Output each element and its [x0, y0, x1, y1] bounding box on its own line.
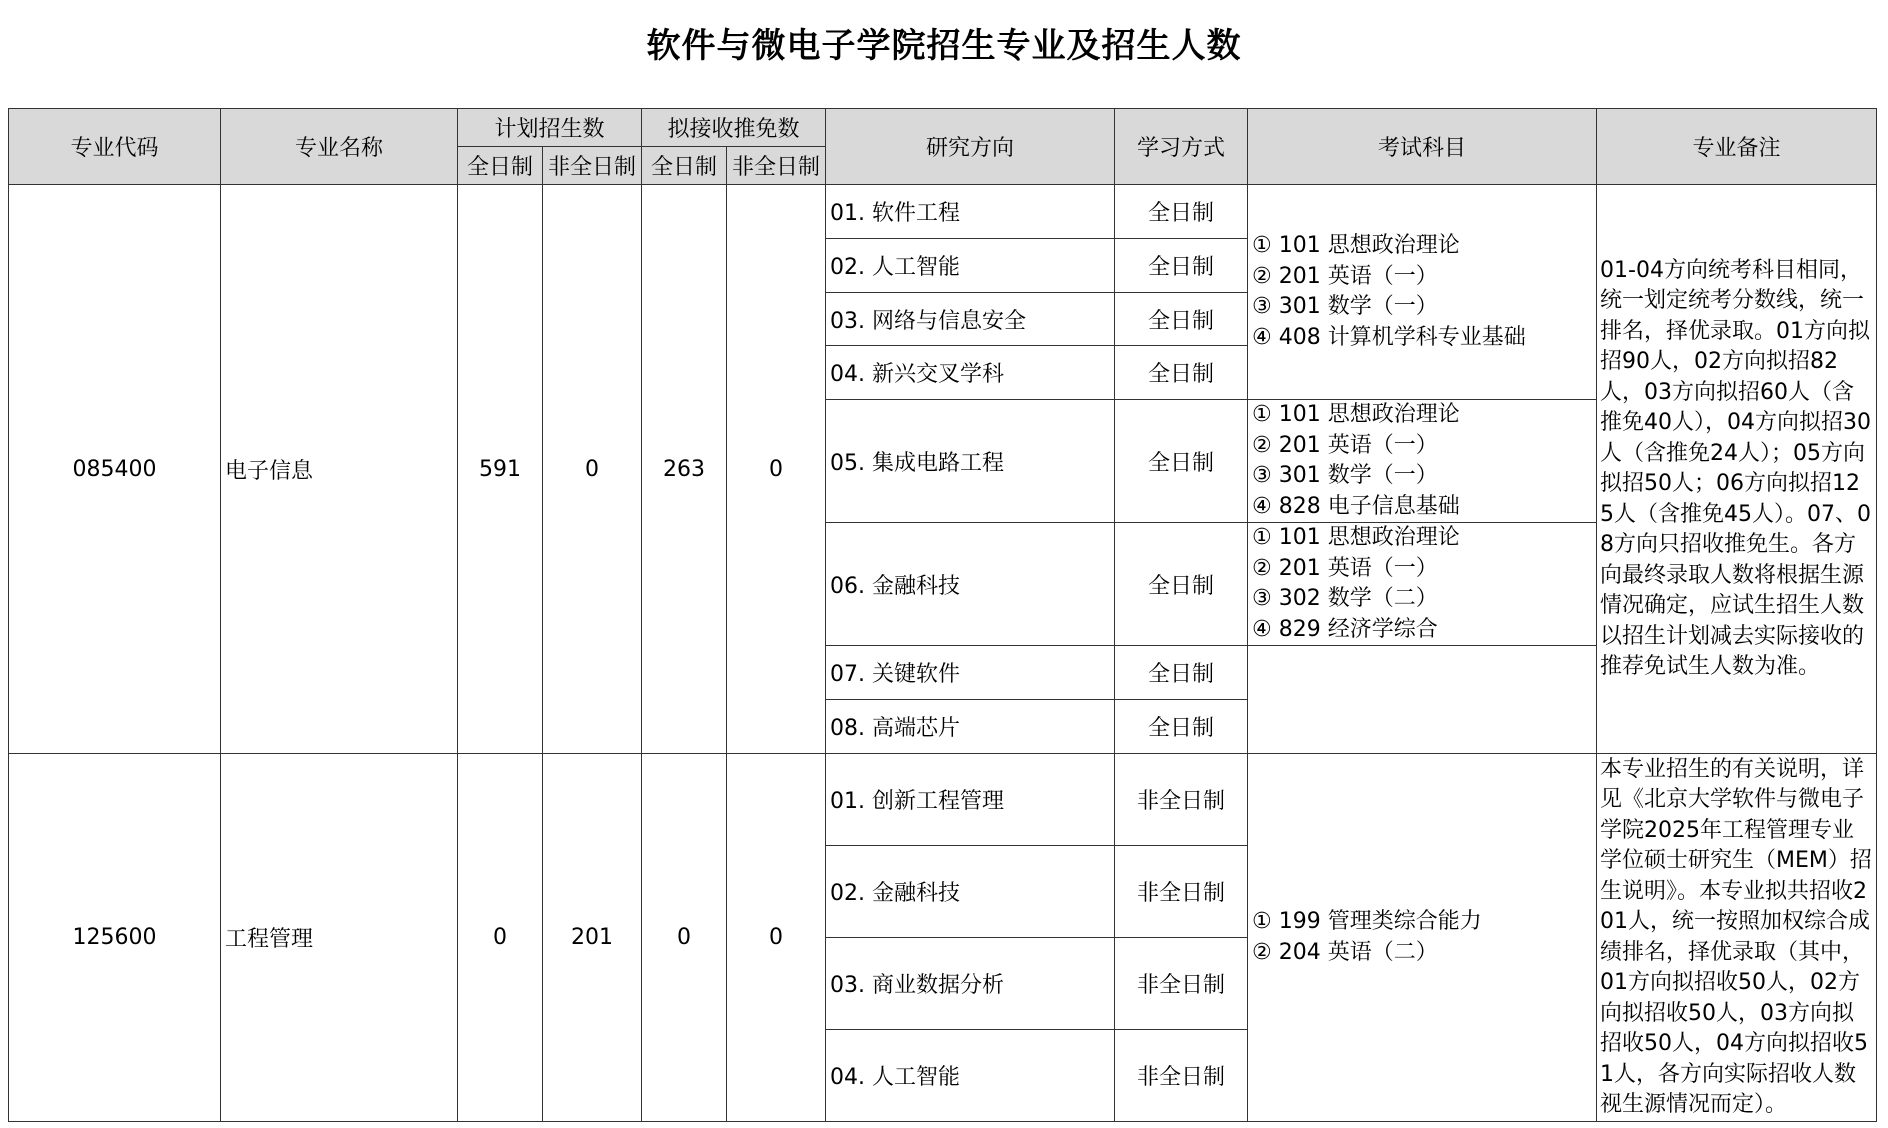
- study-mode: 非全日制: [1115, 846, 1248, 938]
- header-exempt-part: 非全日制: [727, 147, 826, 185]
- exam-subjects: [1248, 400, 1597, 523]
- direction-name: 05. 集成电路工程: [826, 400, 1115, 523]
- study-mode: 全日制: [1115, 700, 1248, 754]
- exempt-part-count: 0: [727, 754, 826, 1122]
- exam-line: ① 101 思想政治理论: [1252, 233, 1460, 258]
- exam-line: ④ 829 经济学综合: [1252, 616, 1438, 642]
- exam-line: ① 199 管理类综合能力: [1252, 909, 1482, 934]
- program-code: 085400: [9, 185, 221, 754]
- direction-name: 02. 人工智能: [826, 239, 1115, 293]
- direction-name: 06. 金融科技: [826, 523, 1115, 646]
- exam-line: ② 204 英语（二）: [1252, 939, 1438, 965]
- study-mode: 全日制: [1115, 346, 1248, 400]
- study-mode: 非全日制: [1115, 1030, 1248, 1122]
- plan-full-count: 0: [458, 754, 543, 1122]
- plan-full-count: 591: [458, 185, 543, 754]
- admissions-table: [8, 108, 1877, 1122]
- study-mode: 全日制: [1115, 646, 1248, 700]
- exam-line: ④ 828 电子信息基础: [1252, 493, 1460, 519]
- header-direction: 研究方向: [826, 109, 1115, 185]
- header-plan-full: 全日制: [458, 147, 543, 185]
- exam-subjects: [1248, 523, 1597, 646]
- header-plan-part: 非全日制: [543, 147, 642, 185]
- study-mode: 非全日制: [1115, 938, 1248, 1030]
- exam-line: ③ 301 数学（一）: [1252, 294, 1438, 319]
- header-exempt: 拟接收推免数: [642, 109, 826, 147]
- direction-name: 04. 新兴交叉学科: [826, 346, 1115, 400]
- exam-line: ③ 302 数学（二）: [1252, 586, 1438, 611]
- direction-name: 04. 人工智能: [826, 1030, 1115, 1122]
- exam-line: ④ 408 计算机学科专业基础: [1252, 324, 1526, 350]
- study-mode: 全日制: [1115, 185, 1248, 239]
- header-note: 专业备注: [1597, 109, 1877, 185]
- study-mode: 全日制: [1115, 293, 1248, 346]
- program-code: 125600: [9, 754, 221, 1122]
- header-plan: 计划招生数: [458, 109, 642, 147]
- exempt-part-count: 0: [727, 185, 826, 754]
- exam-line: ② 201 英语（一）: [1252, 432, 1438, 458]
- program-name: 工程管理: [221, 754, 458, 1122]
- study-mode: 全日制: [1115, 239, 1248, 293]
- exempt-full-count: 263: [642, 185, 727, 754]
- study-mode: 全日制: [1115, 523, 1248, 646]
- direction-name: 01. 创新工程管理: [826, 754, 1115, 846]
- direction-name: 03. 网络与信息安全: [826, 293, 1115, 346]
- study-mode: 非全日制: [1115, 754, 1248, 846]
- program-note: 01-04方向统考科目相同，统一划定统考分数线，统一排名，择优录取。01方向拟招90人，02方向拟招82人，03方向拟招60人（含推免40人），04方向拟招30人（含推免24人）；05方向拟招50人；06方向拟招125人（含推免45人）。07、08方向只招收推免生。各方向最终录取人数将根据生源情况确定，应试生招生人数以招生计划减去实际接收的推荐免试生人数为准。: [1597, 185, 1877, 754]
- program-name: 电子信息: [221, 185, 458, 754]
- study-mode: 全日制: [1115, 400, 1248, 523]
- header-code: 专业代码: [9, 109, 221, 185]
- exam-line: ② 201 英语（一）: [1252, 263, 1438, 289]
- direction-name: 03. 商业数据分析: [826, 938, 1115, 1030]
- direction-name: 02. 金融科技: [826, 846, 1115, 938]
- exam-subjects: [1248, 185, 1597, 400]
- exempt-full-count: 0: [642, 754, 727, 1122]
- exam-line: ① 101 思想政治理论: [1252, 525, 1460, 550]
- exam-subjects: [1248, 754, 1597, 1122]
- exam-line: ① 101 思想政治理论: [1252, 402, 1460, 427]
- plan-part-count: 0: [543, 185, 642, 754]
- exam-subjects-empty: [1248, 646, 1597, 754]
- plan-part-count: 201: [543, 754, 642, 1122]
- direction-name: 07. 关键软件: [826, 646, 1115, 700]
- direction-name: 08. 高端芯片: [826, 700, 1115, 754]
- header-mode: 学习方式: [1115, 109, 1248, 185]
- header-exam: 考试科目: [1248, 109, 1597, 185]
- program-note: 本专业招生的有关说明，详见《北京大学软件与微电子学院2025年工程管理专业学位硕士研究生（MEM）招生说明》。本专业拟共招收201人，统一按照加权综合成绩排名，择优录取（其中，01方向拟招收50人，02方向拟招收50人，03方向拟招收50人，04方向拟招收51人，各方向实际招收人数视生源情况而定）。: [1597, 754, 1877, 1122]
- header-name: 专业名称: [221, 109, 458, 185]
- exam-line: ② 201 英语（一）: [1252, 555, 1438, 581]
- page-title: 软件与微电子学院招生专业及招生人数: [646, 26, 1242, 66]
- exam-line: ③ 301 数学（一）: [1252, 463, 1438, 488]
- header-exempt-full: 全日制: [642, 147, 727, 185]
- direction-name: 01. 软件工程: [826, 185, 1115, 239]
